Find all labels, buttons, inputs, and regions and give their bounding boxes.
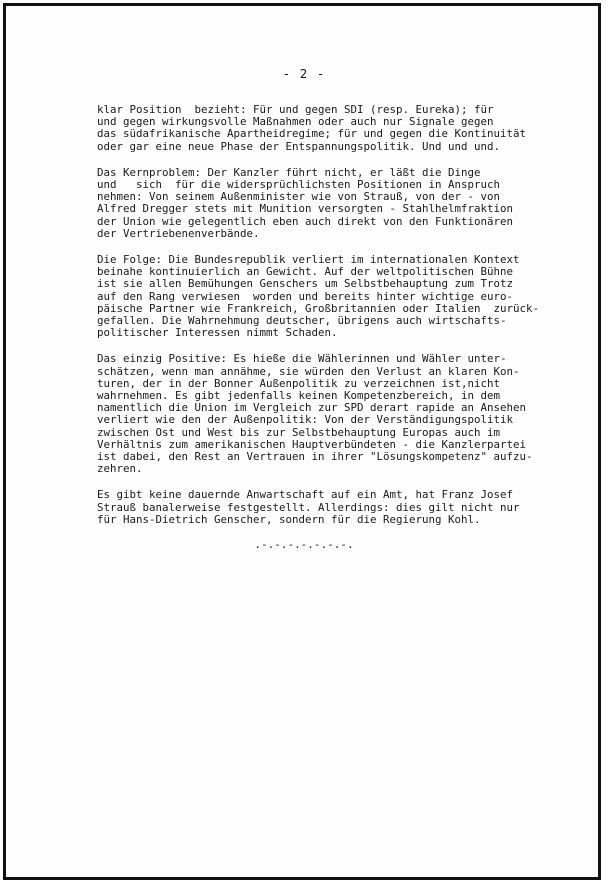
paragraph-kernproblem: Das Kernproblem: Der Kanzler führt nicht, er läßt die Dinge und sich für die widersprüchlichsten Positionen in Anspruch nehmen: Von seinem Außenminister wie von Strauß, von der - von Alfred Dregger stets mit Munition versorgten - Stahlhelmfraktion der Union wie gelegentlich eben auch direkt von den Funktionären der Vertriebenenverbände. <box>97 165 514 240</box>
document-body <box>97 104 577 540</box>
end-mark: .-.-.-.-.-.-.-. <box>254 538 354 551</box>
paragraph-positive: Das einzig Positive: Es hieße die Wählerinnen und Wähler unter- schätzen, wenn man annähme, sie würden den Verlust an klaren Kon- turen, der in der Bonner Außenpolitik zu verzeichnen ist,nicht wahrnehmen. Es gibt jedenfalls keinen Kompetenzbereich, in dem namentlich die Union im Vergleich zur SPD derart rapide an Ansehen verliert wie den der Außenpolitik: Von der Verständigungspolitik zwischen Ost und West bis zur Selbstbehauptung Europas auch im Verhältnis zum amerikanischen Hauptverbündeten - die Kanzlerpartei ist dabei, den Rest an Vertrauen in ihrer "Lösungskompetenz" aufzu- zehren. <box>97 352 533 476</box>
paragraph-positions: klar Position bezieht: Für und gegen SDI (resp. Eureka); für und gegen wirkungsvolle Maßnahmen oder auch nur Signale gegen das südafrikanische Apartheidregime; für und gegen die Kontinuität oder gar eine neue Phase der Entspannungspolitik. Und und und. <box>97 103 527 153</box>
paragraph-folge: Die Folge: Die Bundesrepublik verliert im internationalen Kontext beinahe kontinuierlich an Gewicht. Auf der weltpolitischen Bühne ist sie allen Bemühungen Genschers um Selbstbehauptung zum Trotz auf den Rang verwiesen worden und bereits hinter wichtige euro- päische Partner wie Frankreich, Großbritannien oder Italien zurück- gefallen. Die Wahrnehmung deutscher, übrigens auch wirtschafts- politischer Interessen nimmt Schaden. <box>97 253 540 340</box>
page-number: - 2 - <box>282 66 326 81</box>
paragraph-anwartschaft: Es gibt keine dauernde Anwartschaft auf ein Amt, hat Franz Josef Strauß banalerweise festgestellt. Allerdings: dies gilt nicht nur für Hans-Dietrich Genscher, sondern für die Regierung Kohl. <box>97 488 520 526</box>
